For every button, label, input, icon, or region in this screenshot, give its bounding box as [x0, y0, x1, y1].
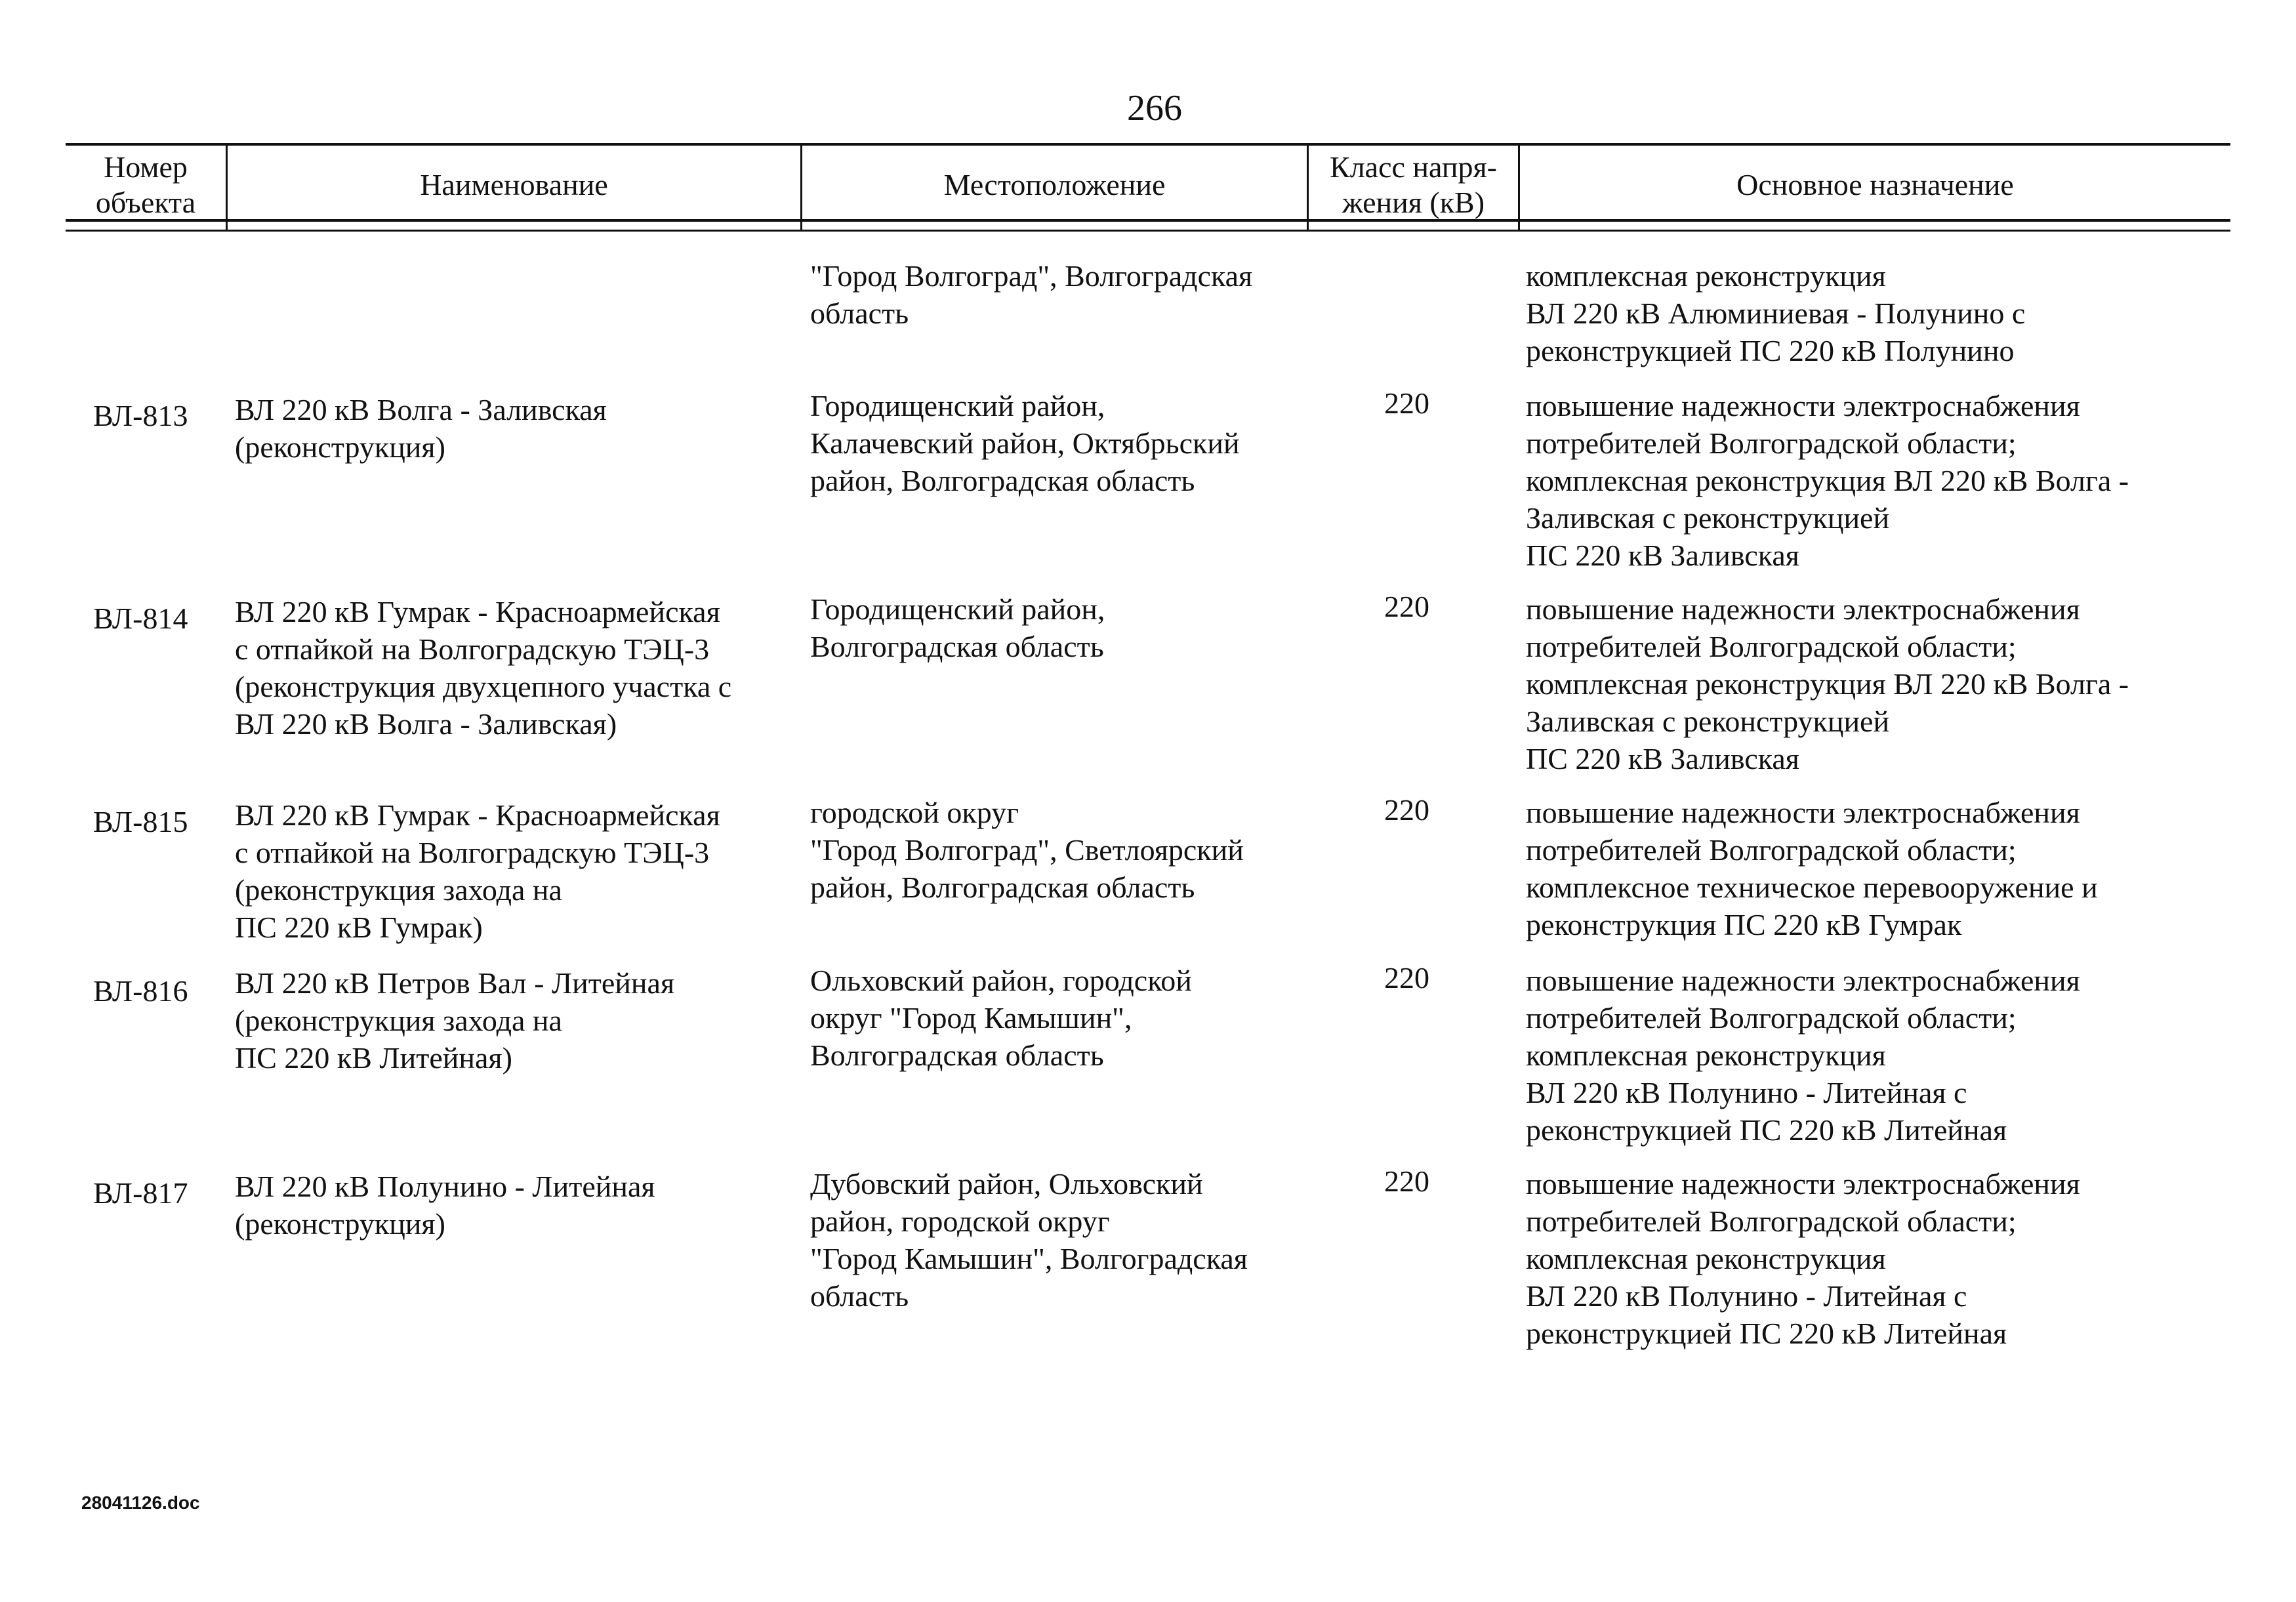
row-purpose: повышение надежности электроснабжения потребителей Волгоградской области; комплексная реконструкция ВЛ 220 кВ Волга - Заливская с реконструкцией ПС 220 кВ Заливская	[1526, 592, 2129, 775]
row-object-number: ВЛ-813	[93, 399, 188, 432]
table-top-rule	[66, 143, 2230, 146]
row-name: ВЛ 220 кВ Гумрак - Красноармейская с отпайкой на Волгоградскую ТЭЦ-3 (реконструкция двухцепного участка с ВЛ 220 кВ Волга - Заливская)	[235, 595, 732, 741]
header-name: Наименование	[420, 167, 608, 201]
row-name: ВЛ 220 кВ Полунино - Литейная (реконструкция)	[235, 1170, 655, 1241]
row-location: Дубовский район, Ольховский район, городской округ "Город Камышин", Волгоградская область	[810, 1167, 1248, 1313]
row-voltage: 220	[1384, 1164, 1429, 1198]
row-object-number: ВЛ-816	[93, 974, 188, 1008]
row-voltage: 220	[1384, 386, 1429, 420]
row-voltage: 220	[1384, 793, 1429, 827]
row-object-number: ВЛ-815	[93, 805, 188, 838]
header-object-number: Номер объекта	[95, 150, 196, 219]
row-name: ВЛ 220 кВ Петров Вал - Литейная (реконструкция захода на ПС 220 кВ Литейная)	[235, 966, 675, 1075]
row-purpose: повышение надежности электроснабжения потребителей Волгоградской области; комплексная реконструкция ВЛ 220 кВ Волга - Заливская с реконструкцией ПС 220 кВ Заливская	[1526, 389, 2129, 572]
row-purpose: комплексная реконструкция ВЛ 220 кВ Алюминиевая - Полунино с реконструкцией ПС 220 кВ Полунино	[1526, 259, 2026, 367]
table-header-double-rule	[66, 230, 2230, 232]
row-purpose: повышение надежности электроснабжения потребителей Волгоградской области; комплексное техническое перевооружение и реконструкция ПС 220 кВ Гумрак	[1526, 796, 2098, 941]
header-purpose: Основное назначение	[1736, 167, 2014, 201]
row-voltage: 220	[1384, 590, 1429, 623]
row-purpose: повышение надежности электроснабжения потребителей Волгоградской области; комплексная реконструкция ВЛ 220 кВ Полунино - Литейная с реконструкцией ПС 220 кВ Литейная	[1526, 1167, 2080, 1350]
row-name: ВЛ 220 кВ Волга - Заливская (реконструкция)	[235, 393, 607, 464]
row-location: Ольховский район, городской округ "Город Камышин", Волгоградская область	[810, 964, 1192, 1072]
row-location: Городищенский район, Калачевский район, Октябрьский район, Волгоградская область	[810, 389, 1240, 497]
row-purpose: повышение надежности электроснабжения потребителей Волгоградской области; комплексная реконструкция ВЛ 220 кВ Полунино - Литейная с реконструкцией ПС 220 кВ Литейная	[1526, 964, 2080, 1147]
header-location: Местоположение	[943, 167, 1166, 201]
row-location: городской округ "Город Волгоград", Светлоярский район, Волгоградская область	[810, 796, 1244, 904]
row-object-number: ВЛ-817	[93, 1176, 188, 1210]
row-location: "Город Волгоград", Волгоградская область	[810, 259, 1253, 330]
page-number: 266	[1127, 88, 1182, 129]
row-voltage: 220	[1384, 961, 1429, 995]
footer-filename: 28041126.doc	[81, 1492, 200, 1513]
row-name: ВЛ 220 кВ Гумрак - Красноармейская с отпайкой на Волгоградскую ТЭЦ-3 (реконструкция захода на ПС 220 кВ Гумрак)	[235, 798, 720, 944]
row-location: Городищенский район, Волгоградская область	[810, 592, 1105, 663]
row-object-number: ВЛ-814	[93, 602, 188, 635]
header-voltage-class: Класс напря- жения (кВ)	[1330, 150, 1497, 219]
